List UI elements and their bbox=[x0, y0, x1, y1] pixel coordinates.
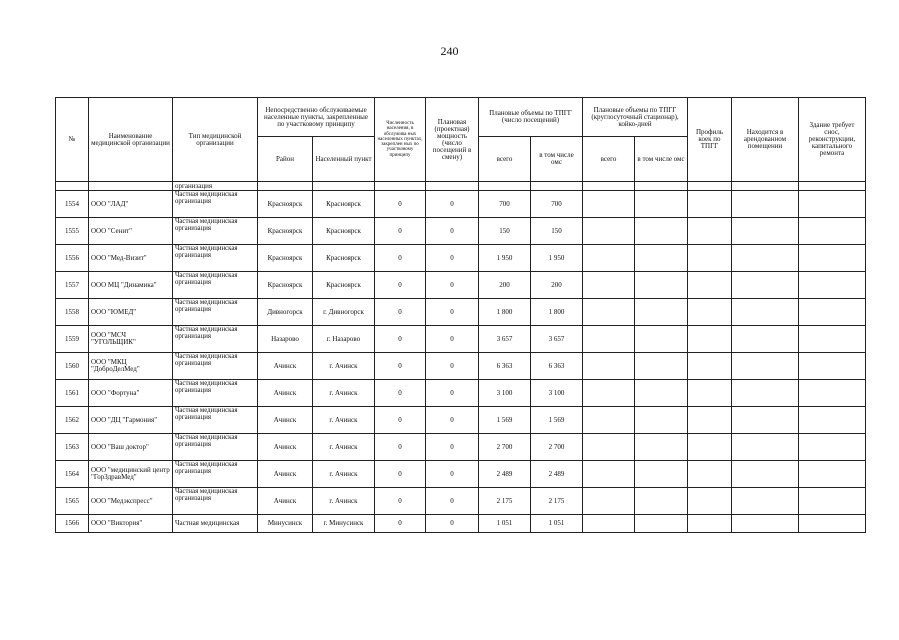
rented bbox=[732, 326, 799, 353]
beds-profile bbox=[688, 407, 732, 434]
capacity: 0 bbox=[426, 407, 479, 434]
header-incl-oms: в том числе омс bbox=[531, 137, 583, 182]
locality: г. Дивногорск bbox=[313, 299, 375, 326]
org-type: Частная медицинская организация bbox=[173, 434, 258, 461]
hospital-total bbox=[583, 461, 635, 488]
org-type: Частная медицинская организация bbox=[173, 326, 258, 353]
volume-oms: 1 950 bbox=[531, 245, 583, 272]
beds-profile bbox=[688, 515, 732, 533]
header-reconstruction: Здание требует снос, реконструкции, капитального ремонта bbox=[799, 98, 866, 182]
population: 0 bbox=[375, 245, 426, 272]
volume-oms: 2 700 bbox=[531, 434, 583, 461]
locality: Красноярск bbox=[313, 272, 375, 299]
reconstruction bbox=[799, 380, 866, 407]
locality: г. Ачинск bbox=[313, 380, 375, 407]
capacity: 0 bbox=[426, 191, 479, 218]
header-total-hospital: всего bbox=[583, 137, 635, 182]
population: 0 bbox=[375, 299, 426, 326]
capacity: 0 bbox=[426, 245, 479, 272]
hospital-total bbox=[583, 191, 635, 218]
hospital-oms bbox=[635, 299, 688, 326]
rented bbox=[732, 299, 799, 326]
volume-oms: 3 100 bbox=[531, 380, 583, 407]
row-number: 1565 bbox=[56, 488, 89, 515]
hospital-oms bbox=[635, 461, 688, 488]
row-number: 1563 bbox=[56, 434, 89, 461]
org-name: ООО "Сенит" bbox=[89, 218, 173, 245]
volume-oms: 2 175 bbox=[531, 488, 583, 515]
org-name: ООО "ДЦ "Гармония" bbox=[89, 407, 173, 434]
district: Ачинск bbox=[258, 407, 313, 434]
district: Ачинск bbox=[258, 380, 313, 407]
capacity: 0 bbox=[426, 434, 479, 461]
reconstruction bbox=[799, 488, 866, 515]
org-name: ООО "ЮМЕД" bbox=[89, 299, 173, 326]
beds-profile bbox=[688, 326, 732, 353]
table-row bbox=[56, 191, 866, 218]
header-rented: Находится в арендованном помещении bbox=[732, 98, 799, 182]
hospital-total bbox=[583, 326, 635, 353]
row-number: 1566 bbox=[56, 515, 89, 533]
district: Ачинск bbox=[258, 434, 313, 461]
volume-oms: 2 489 bbox=[531, 461, 583, 488]
table-row bbox=[56, 515, 866, 533]
locality: г. Ачинск bbox=[313, 461, 375, 488]
population: 0 bbox=[375, 434, 426, 461]
hospital-total bbox=[583, 380, 635, 407]
org-name: ООО "Медэкспресс" bbox=[89, 488, 173, 515]
reconstruction bbox=[799, 326, 866, 353]
hospital-oms bbox=[635, 407, 688, 434]
rented bbox=[732, 461, 799, 488]
volume-oms: 150 bbox=[531, 218, 583, 245]
beds-profile bbox=[688, 488, 732, 515]
hospital-total bbox=[583, 218, 635, 245]
volume-oms: 1 800 bbox=[531, 299, 583, 326]
hospital-total bbox=[583, 353, 635, 380]
beds-profile bbox=[688, 272, 732, 299]
table-row bbox=[56, 434, 866, 461]
locality: г. Ачинск bbox=[313, 407, 375, 434]
beds-profile bbox=[688, 218, 732, 245]
reconstruction bbox=[799, 353, 866, 380]
org-name: ООО "МСЧ "УГОЛЬЩИК" bbox=[89, 326, 173, 353]
table-row bbox=[56, 299, 866, 326]
page-number: 240 bbox=[440, 44, 459, 58]
org-name: ООО "медицинский центр "ГорЗдравМед" bbox=[89, 461, 173, 488]
volume-total: 6 363 bbox=[479, 353, 531, 380]
header-beds-profile: Профиль коек по ТПГГ bbox=[688, 98, 732, 182]
hospital-oms bbox=[635, 218, 688, 245]
district: Красноярск bbox=[258, 245, 313, 272]
org-type: Частная медицинская организация bbox=[173, 380, 258, 407]
header-district: Район bbox=[258, 137, 313, 182]
hospital-oms bbox=[635, 353, 688, 380]
org-type: Частная медицинская организация bbox=[173, 407, 258, 434]
rented bbox=[732, 434, 799, 461]
volume-total: 1 950 bbox=[479, 245, 531, 272]
table-row bbox=[56, 218, 866, 245]
rented bbox=[732, 515, 799, 533]
capacity: 0 bbox=[426, 272, 479, 299]
org-type: Частная медицинская организация bbox=[173, 218, 258, 245]
rented bbox=[732, 407, 799, 434]
org-name: ООО "Ваш доктор" bbox=[89, 434, 173, 461]
beds-profile bbox=[688, 353, 732, 380]
capacity: 0 bbox=[426, 461, 479, 488]
locality: г. Назарово bbox=[313, 326, 375, 353]
hospital-oms bbox=[635, 326, 688, 353]
org-type: Частная медицинская организация bbox=[173, 191, 258, 218]
hospital-total bbox=[583, 272, 635, 299]
volume-total: 200 bbox=[479, 272, 531, 299]
reconstruction bbox=[799, 407, 866, 434]
capacity: 0 bbox=[426, 488, 479, 515]
volume-total: 150 bbox=[479, 218, 531, 245]
hospital-oms bbox=[635, 488, 688, 515]
row-number: 1558 bbox=[56, 299, 89, 326]
row-number: 1555 bbox=[56, 218, 89, 245]
header-num: № bbox=[56, 98, 89, 182]
population: 0 bbox=[375, 488, 426, 515]
table-row bbox=[56, 353, 866, 380]
org-name: ООО "Виктория" bbox=[89, 515, 173, 533]
district: Красноярск bbox=[258, 272, 313, 299]
population: 0 bbox=[375, 353, 426, 380]
locality: Красноярск bbox=[313, 191, 375, 218]
beds-profile bbox=[688, 191, 732, 218]
rented bbox=[732, 218, 799, 245]
population: 0 bbox=[375, 272, 426, 299]
header-served: Непосредственно обслуживаемые населенные пункты, закрепленные по участковому принципу bbox=[258, 98, 375, 137]
capacity: 0 bbox=[426, 353, 479, 380]
volume-oms: 6 363 bbox=[531, 353, 583, 380]
capacity: 0 bbox=[426, 380, 479, 407]
reconstruction bbox=[799, 272, 866, 299]
table-row bbox=[56, 461, 866, 488]
population: 0 bbox=[375, 407, 426, 434]
population: 0 bbox=[375, 515, 426, 533]
hospital-oms bbox=[635, 515, 688, 533]
row-number: 1557 bbox=[56, 272, 89, 299]
reconstruction bbox=[799, 434, 866, 461]
row-number: 1560 bbox=[56, 353, 89, 380]
reconstruction bbox=[799, 218, 866, 245]
volume-total: 2 700 bbox=[479, 434, 531, 461]
header-capacity: Плановая (проектная) мощность (число посещений в смену) bbox=[426, 98, 479, 182]
hospital-oms bbox=[635, 191, 688, 218]
capacity: 0 bbox=[426, 515, 479, 533]
volume-total: 1 569 bbox=[479, 407, 531, 434]
table-row bbox=[56, 326, 866, 353]
capacity: 0 bbox=[426, 299, 479, 326]
locality: г. Ачинск bbox=[313, 488, 375, 515]
beds-profile bbox=[688, 434, 732, 461]
volume-total: 3 100 bbox=[479, 380, 531, 407]
volume-total: 700 bbox=[479, 191, 531, 218]
population: 0 bbox=[375, 461, 426, 488]
table-row bbox=[56, 245, 866, 272]
beds-profile bbox=[688, 299, 732, 326]
hospital-total bbox=[583, 434, 635, 461]
reconstruction bbox=[799, 191, 866, 218]
volume-total: 2 489 bbox=[479, 461, 531, 488]
volume-oms: 700 bbox=[531, 191, 583, 218]
district: Красноярск bbox=[258, 191, 313, 218]
beds-profile bbox=[688, 245, 732, 272]
org-type: Частная медицинская организация bbox=[173, 299, 258, 326]
row-number: 1562 bbox=[56, 407, 89, 434]
reconstruction bbox=[799, 515, 866, 533]
hospital-total bbox=[583, 245, 635, 272]
header-total: всего bbox=[479, 137, 531, 182]
volume-total: 2 175 bbox=[479, 488, 531, 515]
locality: г. Минусинск bbox=[313, 515, 375, 533]
org-name: ООО "ЛАД" bbox=[89, 191, 173, 218]
reconstruction bbox=[799, 299, 866, 326]
volume-oms: 1 051 bbox=[531, 515, 583, 533]
beds-profile bbox=[688, 461, 732, 488]
hospital-oms bbox=[635, 272, 688, 299]
continuation-type: организация bbox=[173, 182, 258, 191]
rented bbox=[732, 380, 799, 407]
org-type: Частная медицинская организация bbox=[173, 245, 258, 272]
district: Назарово bbox=[258, 326, 313, 353]
population: 0 bbox=[375, 191, 426, 218]
rented bbox=[732, 353, 799, 380]
capacity: 0 bbox=[426, 326, 479, 353]
hospital-total bbox=[583, 488, 635, 515]
table-row bbox=[56, 272, 866, 299]
table-row bbox=[56, 380, 866, 407]
hospital-oms bbox=[635, 380, 688, 407]
rented bbox=[732, 272, 799, 299]
row-number: 1556 bbox=[56, 245, 89, 272]
rented bbox=[732, 245, 799, 272]
header-locality: Населенный пункт bbox=[313, 137, 375, 182]
table-row bbox=[56, 407, 866, 434]
reconstruction bbox=[799, 461, 866, 488]
table-row bbox=[56, 488, 866, 515]
org-type: Частная медицинская bbox=[173, 515, 258, 533]
header-volumes-tpgg: Плановые объемы по ТПГГ (число посещений) bbox=[479, 98, 583, 137]
locality: Красноярск bbox=[313, 245, 375, 272]
row-number: 1559 bbox=[56, 326, 89, 353]
header-volumes-hospital: Плановые объемы по ТПГГ (круглосуточный стационар), койко-дней bbox=[583, 98, 688, 137]
org-name: ООО "Мед-Визит" bbox=[89, 245, 173, 272]
district: Ачинск bbox=[258, 488, 313, 515]
row-number: 1561 bbox=[56, 380, 89, 407]
org-type: Частная медицинская организация bbox=[173, 272, 258, 299]
locality: г. Ачинск bbox=[313, 434, 375, 461]
volume-total: 3 657 bbox=[479, 326, 531, 353]
organizations-table bbox=[55, 97, 866, 533]
hospital-oms bbox=[635, 434, 688, 461]
volume-oms: 1 569 bbox=[531, 407, 583, 434]
header-incl-oms-hospital: в том числе омс bbox=[635, 137, 688, 182]
district: Минусинск bbox=[258, 515, 313, 533]
hospital-oms bbox=[635, 245, 688, 272]
population: 0 bbox=[375, 326, 426, 353]
locality: г. Ачинск bbox=[313, 353, 375, 380]
population: 0 bbox=[375, 218, 426, 245]
row-number: 1554 bbox=[56, 191, 89, 218]
district: Ачинск bbox=[258, 461, 313, 488]
continuation-row bbox=[56, 182, 866, 191]
org-type: Частная медицинская организация bbox=[173, 488, 258, 515]
org-type: Частная медицинская организация bbox=[173, 353, 258, 380]
district: Красноярск bbox=[258, 218, 313, 245]
rented bbox=[732, 191, 799, 218]
header-row-1 bbox=[56, 98, 866, 137]
capacity: 0 bbox=[426, 218, 479, 245]
locality: Красноярск bbox=[313, 218, 375, 245]
org-type: Частная медицинская организация bbox=[173, 461, 258, 488]
population: 0 bbox=[375, 380, 426, 407]
table-body bbox=[56, 182, 866, 533]
volume-oms: 3 657 bbox=[531, 326, 583, 353]
org-name: ООО "МКЦ "ДоброДелМед" bbox=[89, 353, 173, 380]
reconstruction bbox=[799, 245, 866, 272]
volume-total: 1 800 bbox=[479, 299, 531, 326]
org-name: ООО МЦ "Динамика" bbox=[89, 272, 173, 299]
header-population: Численность населения, в обслужива ных населенных пунктах, закреплен ных по участковому принципу bbox=[375, 98, 426, 182]
volume-total: 1 051 bbox=[479, 515, 531, 533]
volume-oms: 200 bbox=[531, 272, 583, 299]
district: Ачинск bbox=[258, 353, 313, 380]
beds-profile bbox=[688, 380, 732, 407]
org-name: ООО "Фортуна" bbox=[89, 380, 173, 407]
row-number: 1564 bbox=[56, 461, 89, 488]
hospital-total bbox=[583, 515, 635, 533]
hospital-total bbox=[583, 299, 635, 326]
hospital-total bbox=[583, 407, 635, 434]
header-type: Тип медицинской организации bbox=[173, 98, 258, 182]
rented bbox=[732, 488, 799, 515]
district: Дивногорск bbox=[258, 299, 313, 326]
header-name: Наименование медицинской организации bbox=[89, 98, 173, 182]
